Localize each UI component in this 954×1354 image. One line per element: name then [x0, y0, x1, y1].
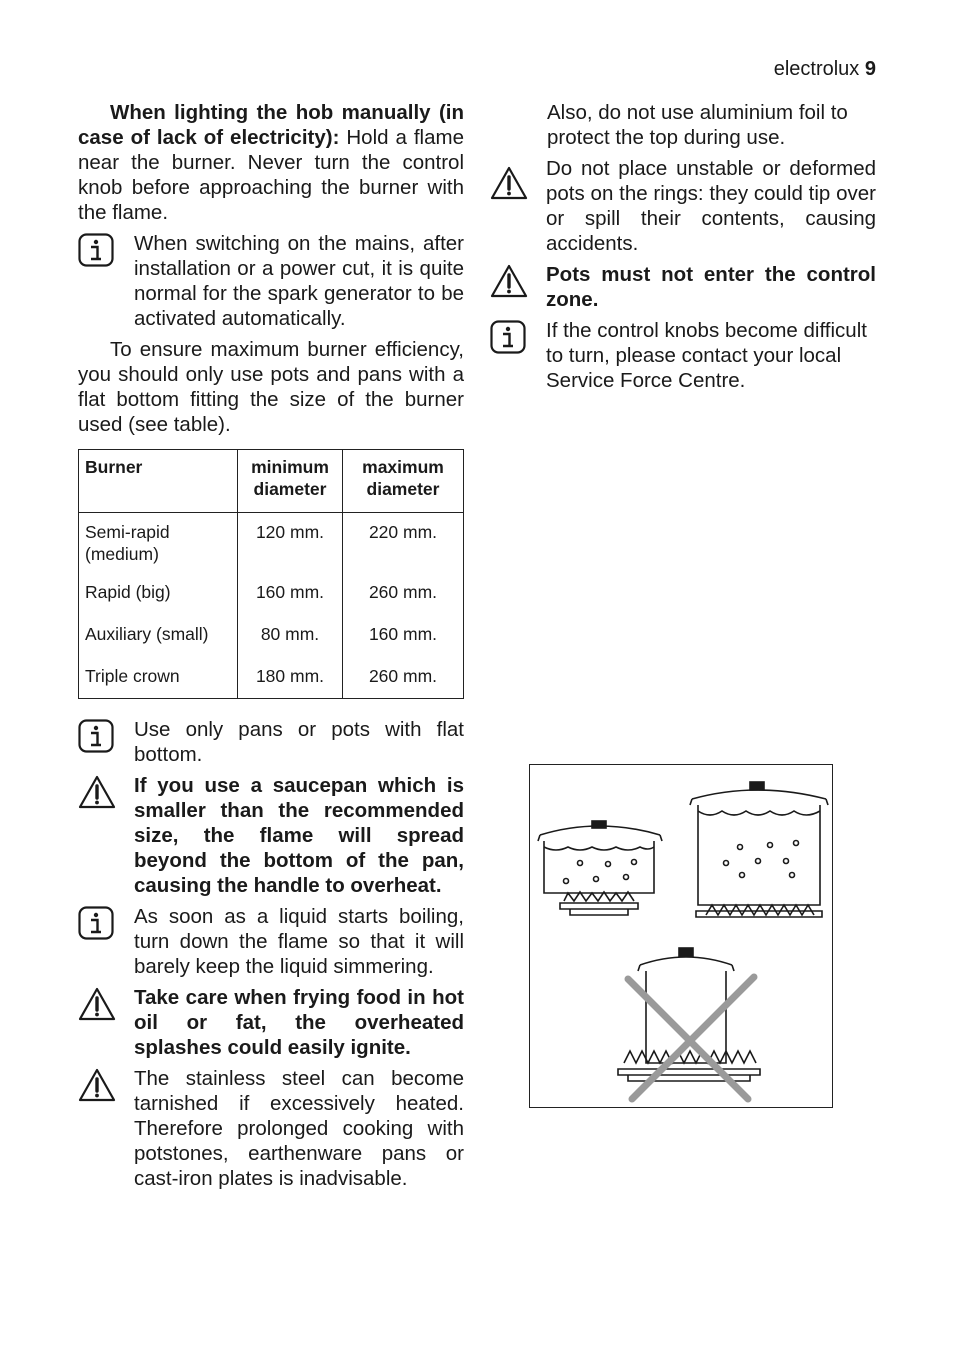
pot-size-illustration [529, 764, 833, 1108]
brand-name: electrolux [773, 58, 860, 80]
note-mains [78, 231, 464, 331]
min-diameter: 80 mm. [238, 623, 343, 665]
min-diameter: 180 mm. [238, 665, 343, 699]
note-mains-text: When switching on the mains, after installation or a power cut, it is quite normal for the spark generator to be activated automatically. [134, 232, 464, 330]
manual-lighting-heading: When lighting the hob manually (in case of lack of electricity): [78, 101, 464, 149]
note-flat-bottom-text: Use only pans or pots with flat bottom. [134, 718, 464, 766]
burner-table [78, 449, 464, 699]
min-diameter: 120 mm. [238, 513, 343, 582]
pot-correct-large [690, 782, 828, 917]
left-column [78, 100, 464, 1191]
info-icon [78, 717, 134, 757]
manual-lighting-paragraph [78, 100, 464, 225]
max-diameter: 260 mm. [343, 665, 464, 699]
efficiency-paragraph: To ensure maximum burner efficiency, you should only use pots and pans with a flat bottom fitting the size of the burner used (see table). [78, 338, 464, 436]
warning-unstable-pots [490, 156, 876, 256]
page-header [774, 58, 876, 81]
pot-correct-small [538, 821, 662, 915]
warning-icon [78, 1066, 134, 1106]
table-row [79, 581, 464, 623]
burner-name: Triple crown [79, 665, 238, 699]
foil-paragraph: Also, do not use aluminium foil to protect the top during use. [547, 101, 848, 149]
burner-name: Rapid (big) [79, 581, 238, 623]
table-row [79, 665, 464, 699]
warning-icon [78, 773, 134, 813]
burner-name: Auxiliary (small) [79, 623, 238, 665]
warning-stainless-steel-text: The stainless steel can become tarnished if excessively heated. Therefore prolonged cooking with potstones, earthenware pans or cast-iron plates is inadvisable. [134, 1067, 464, 1190]
header-max-diameter: maximum diameter [343, 450, 464, 513]
warning-frying [78, 985, 464, 1060]
info-icon [490, 318, 546, 358]
warning-small-pan [78, 773, 464, 898]
warning-stainless-steel [78, 1066, 464, 1191]
pot-incorrect [618, 948, 760, 1081]
header-min-diameter: minimum diameter [238, 450, 343, 513]
note-boiling-text: As soon as a liquid starts boiling, turn down the flame so that it will barely keep the liquid simmering. [134, 905, 464, 978]
note-control-knobs-text: If the control knobs become difficult to turn, please contact your local Service Force Centre. [546, 319, 867, 392]
info-icon [78, 231, 134, 271]
note-control-knobs [490, 318, 876, 393]
max-diameter: 220 mm. [343, 513, 464, 582]
warning-frying-text: Take care when frying food in hot oil or fat, the overheated splashes could easily ignite. [134, 986, 464, 1059]
burner-name: Semi-rapid (medium) [79, 513, 238, 582]
warning-icon [490, 156, 546, 206]
warning-small-pan-text: If you use a saucepan which is smaller than the recommended size, the flame will spread beyond the bottom of the pan, causing the handle to overheat. [134, 774, 464, 897]
info-icon [78, 904, 134, 944]
table-row [79, 513, 464, 582]
warning-unstable-pots-text: Do not place unstable or deformed pots on the rings: they could tip over or spill their contents, causing accidents. [546, 157, 876, 255]
warning-icon [78, 985, 134, 1025]
right-column [490, 100, 876, 393]
note-boiling [78, 904, 464, 979]
header-burner: Burner [79, 450, 238, 513]
warning-icon [490, 262, 546, 302]
note-flat-bottom [78, 717, 464, 767]
max-diameter: 160 mm. [343, 623, 464, 665]
min-diameter: 160 mm. [238, 581, 343, 623]
max-diameter: 260 mm. [343, 581, 464, 623]
page-number: 9 [864, 58, 876, 80]
table-header-row [79, 450, 464, 513]
warning-control-zone-text: Pots must not enter the control zone. [546, 263, 876, 311]
table-row [79, 623, 464, 665]
manual-lighting-text: Hold a flame near the burner. Never turn the control knob before approaching the burner with the flame. [78, 126, 464, 224]
warning-control-zone [490, 262, 876, 312]
